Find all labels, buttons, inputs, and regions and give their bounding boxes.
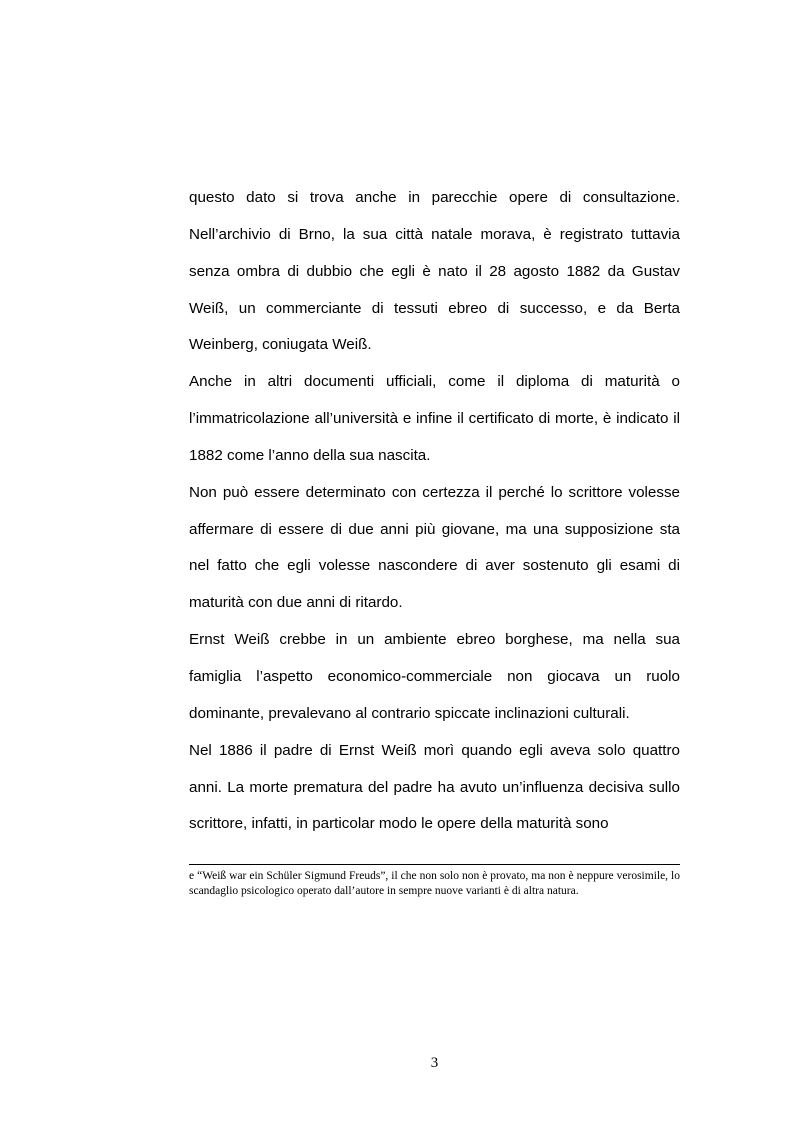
main-text (189, 180, 680, 843)
paragraph-4: Ernst Weiß crebbe in un ambiente ebreo borghese, ma nella sua famiglia l’aspetto economico-commerciale non giocava un ruolo dominante, prevalevano al contrario spiccate inclinazioni culturali. (189, 631, 680, 722)
footnote-text: e “Weiß war ein Schüler Sigmund Freuds”, il che non solo non è provato, ma non è neppure verosimile, lo scandaglio psicologico operato dall’autore in sempre nuove varianti è di altra natura. (189, 870, 680, 897)
paragraph-2: Anche in altri documenti ufficiali, come il diploma di maturità o l’immatricolazione all’università e infine il certificato di morte, è indicato il 1882 come l’anno della sua nascita. (189, 373, 680, 464)
page-number: 3 (430, 1055, 439, 1071)
paragraph-1: questo dato si trova anche in parecchie opere di consultazione. Nell’archivio di Brno, la sua città natale morava, è registrato tuttavia senza ombra di dubbio che egli è nato il 28 agosto 1882 da Gustav Weiß, un commerciante di tessuti ebreo di successo, e da Berta Weinberg, coniugata Weiß. (189, 189, 680, 354)
paragraph-3: Non può essere determinato con certezza il perché lo scrittore volesse affermare di essere di due anni più giovane, ma una supposizione sta nel fatto che egli volesse nascondere di aver sostenuto gli esami di maturità con due anni di ritardo. (189, 483, 680, 612)
footnote-separator (189, 864, 680, 865)
paragraph-5: Nel 1886 il padre di Ernst Weiß morì quando egli aveva solo quattro anni. La morte prematura del padre ha avuto un’influenza decisiva sullo scrittore, infatti, in particolar modo le opere della maturità sono (189, 741, 680, 833)
